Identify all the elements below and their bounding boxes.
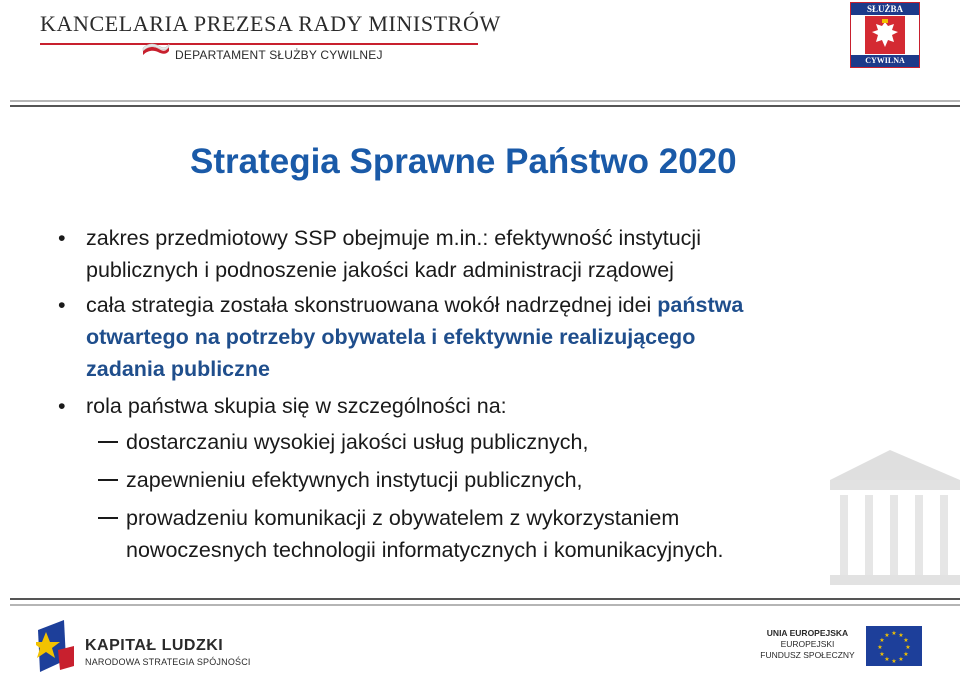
svg-text:★: ★ [898, 656, 904, 663]
sub-item-services [58, 426, 898, 458]
header-red-rule [40, 43, 478, 45]
svg-text:★: ★ [877, 644, 883, 651]
svg-text:★: ★ [903, 637, 909, 644]
sub-item-text: zapewnieniu efektywnych instytucji publicznych, [126, 468, 583, 492]
slide-content [58, 222, 898, 566]
sub-item-text: dostarczaniu wysokiej jakości usług publicznych, [126, 430, 589, 454]
svg-text:★: ★ [905, 644, 911, 651]
dash-marker [98, 479, 118, 481]
kapital-ludzki-name: KAPITAŁ LUDZKI [85, 637, 224, 654]
sub-item-institutions [58, 464, 898, 496]
bullet-role-text: rola państwa skupia się w szczególności na: [86, 394, 507, 418]
bullet-strategy-bold-3: zadania publiczne [86, 357, 270, 381]
bullet-scope-line1: zakres przedmiotowy SSP obejmuje m.in.: efektywność instytucji [86, 226, 701, 250]
top-divider-dark [10, 105, 960, 107]
bullet-scope [58, 222, 898, 286]
department-name: DEPARTAMENT SŁUŻBY CYWILNEJ [175, 48, 383, 62]
bottom-divider-dark [10, 598, 960, 600]
dash-marker [98, 517, 118, 519]
white-eagle-icon [865, 16, 905, 54]
kapital-ludzki-subtitle: NARODOWA STRATEGIA SPÓJNOŚCI [85, 657, 251, 667]
svg-text:★: ★ [884, 656, 890, 663]
civil-service-emblem [850, 2, 920, 68]
bullet-strategy-bold-1: państwa [657, 293, 744, 317]
top-divider-grey [10, 100, 960, 102]
slide-title: Strategia Sprawne Państwo 2020 [190, 142, 737, 181]
sub-item-communication [58, 502, 898, 566]
svg-text:★: ★ [891, 658, 897, 665]
eu-line-2: EUROPEJSKI [780, 639, 835, 649]
emblem-bottom-text: CYWILNA [851, 55, 919, 67]
bullet-role [58, 390, 898, 422]
dash-marker [98, 441, 118, 443]
eu-flag-icon [866, 626, 922, 666]
sub-item-text-cont: nowoczesnych technologii informatycznych i komunikacyjnych. [126, 538, 724, 562]
eu-line-1: UNIA EUROPEJSKA [766, 628, 849, 638]
eu-fund-label [755, 628, 860, 661]
bottom-divider-grey [10, 604, 960, 606]
bullet-strategy [58, 289, 898, 385]
bullet-strategy-text: cała strategia została skonstruowana wokół nadrzędnej idei [86, 293, 658, 317]
org-title: KANCELARIA PREZESA RADY MINISTRÓW [40, 11, 501, 36]
svg-text:★: ★ [891, 630, 897, 637]
emblem-top-text: SŁUŻBA [851, 3, 919, 15]
svg-text:★: ★ [884, 632, 890, 639]
kapital-ludzki-logo-icon [36, 620, 76, 675]
sub-item-text: prowadzeniu komunikacji z obywatelem z wykorzystaniem [126, 506, 680, 530]
eu-line-3: FUNDUSZ SPOŁECZNY [760, 650, 855, 660]
bullet-scope-line2: publicznych i podnoszenie jakości kadr administracji rządowej [86, 258, 674, 282]
bullet-strategy-bold-2: otwartego na potrzeby obywatela i efektywnie realizującego [86, 325, 696, 349]
svg-text:★: ★ [903, 651, 909, 658]
svg-text:★: ★ [879, 637, 885, 644]
flag-wave-icon [142, 42, 170, 56]
svg-text:★: ★ [879, 651, 885, 658]
svg-text:★: ★ [898, 632, 904, 639]
